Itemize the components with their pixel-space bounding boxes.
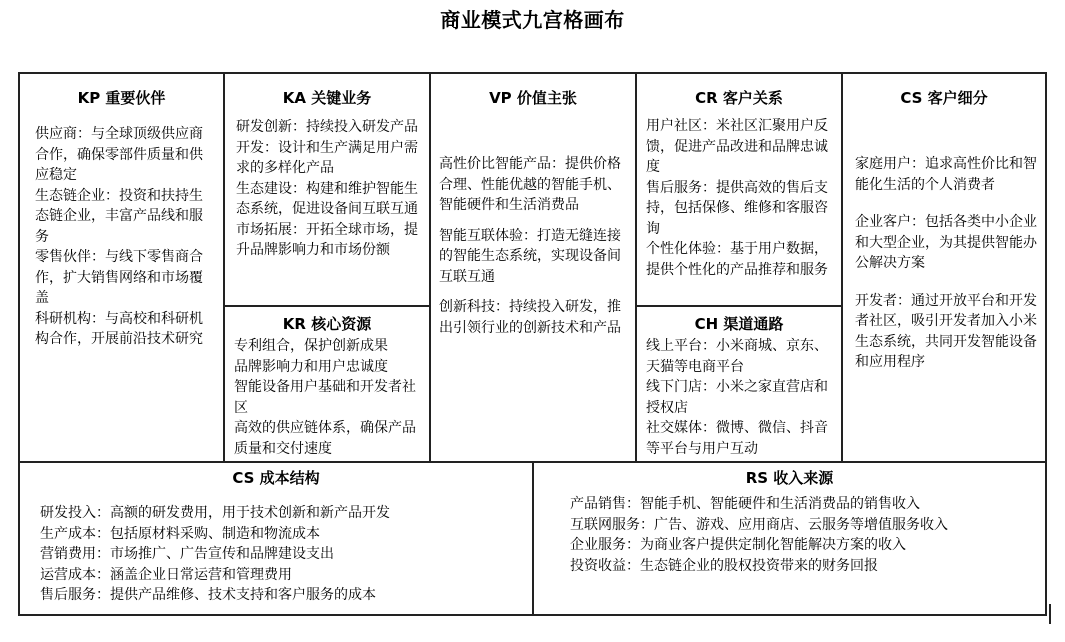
cr-line: 个性化体验：基于用户数据，提供个性化的产品推荐和服务: [646, 241, 828, 278]
kp-heading: KP 重要伙伴: [77, 89, 166, 107]
revenue-line: 投资收益：生态链企业的股权投资带来的财务回报: [570, 557, 878, 574]
cs-line: 开发者：通过开放平台和开发者社区，吸引开发者加入小米生态系统，共同开发智能设备和应用程序: [855, 292, 1037, 370]
cost-body: [40, 503, 390, 606]
kp-line: 生态链企业：投资和扶持生态链企业，丰富产品线和服务: [35, 187, 203, 245]
cs-heading: CS 客户细分: [900, 89, 988, 107]
vp-line: 高性价比智能产品：提供价格合理、性能优越的智能手机、智能硬件和生活消费品: [439, 156, 621, 213]
ch-heading: CH 渠道通路: [694, 315, 784, 333]
ka-body: [236, 117, 418, 261]
cost-line: 运营成本：涵盖企业日常运营和管理费用: [40, 566, 292, 583]
revenue-line: 企业服务：为商业客户提供定制化智能解决方案的收入: [570, 537, 906, 553]
vp-line: 创新科技：持续投入研发，推出引领行业的创新技术和产品: [439, 299, 621, 336]
cr-line: 售后服务：提供高效的售后支持，包括保修、维修和客服咨询: [646, 179, 828, 237]
cs-line: 企业客户：包括各类中小企业和大型企业，为其提供智能办公解决方案: [855, 214, 1037, 271]
ch-line: 社交媒体：微博、微信、抖音等平台与用户互动: [646, 420, 828, 457]
cost-cell: [20, 463, 532, 614]
page-title: 商业模式九宫格画布: [440, 8, 625, 32]
cs-line: 家庭用户：追求高性价比和智能化生活的个人消费者: [855, 156, 1037, 193]
cr-line: 用户社区：米社区汇聚用户反馈，促进产品改进和品牌忠诚度: [646, 118, 828, 175]
ka-line: 研发创新：持续投入研发产品开发：设计和生产满足用户需求的多样化产品: [236, 119, 418, 176]
kr-line: 专利组合，保护创新成果: [234, 338, 388, 354]
ka-heading: KA 关键业务: [282, 89, 372, 107]
cr-cell: [637, 74, 841, 305]
kp-cell: [20, 74, 223, 461]
vp-heading: VP 价值主张: [489, 89, 577, 107]
revenue-heading: RS 收入来源: [745, 469, 834, 487]
cost-line: 营销费用：市场推广、广告宣传和品牌建设支出: [40, 546, 334, 562]
cr-heading: CR 客户关系: [695, 89, 783, 107]
revenue-line: 互联网服务：广告、游戏、应用商店、云服务等增值服务收入: [570, 516, 948, 533]
ka-cell: [225, 74, 429, 305]
cost-line: 生产成本：包括原材料采购、制造和物流成本: [40, 525, 320, 542]
kp-line: 零售伙伴：与线下零售商合作，扩大销售网络和市场覆盖: [35, 249, 203, 306]
kr-cell: [225, 307, 429, 461]
cost-heading: CS 成本结构: [232, 469, 320, 487]
kr-heading: KR 核心资源: [282, 315, 372, 333]
revenue-body: [570, 494, 948, 576]
kp-body: [35, 124, 213, 350]
kr-body: [234, 336, 420, 459]
vp-body: [439, 154, 625, 338]
ka-line: 市场拓展：开拓全球市场，提升品牌影响力和市场份额: [236, 221, 418, 258]
ch-body: [646, 336, 832, 459]
kr-line: 智能设备用户基础和开发者社区: [234, 379, 416, 416]
vp-line: 智能互联体验：打造无缝连接的智能生态系统，实现设备间互联互通: [439, 227, 621, 285]
kp-line: 供应商：与全球顶级供应商合作，确保零部件质量和供应稳定: [35, 126, 203, 183]
cost-line: 研发投入：高额的研发费用，用于技术创新和新产品开发: [40, 505, 390, 521]
edge-tick: [1049, 604, 1051, 624]
ka-line: 生态建设：构建和维护智能生态系统，促进设备间互联互通: [236, 180, 418, 217]
kr-line: 高效的供应链体系，确保产品质量和交付速度: [234, 420, 416, 457]
ch-line: 线下门店：小米之家直营店和授权店: [646, 379, 828, 416]
revenue-cell: [534, 463, 1045, 614]
kp-line: 科研机构：与高校和科研机构合作，开展前沿技术研究: [35, 310, 203, 347]
cs-cell: [843, 74, 1045, 461]
revenue-line: 产品销售：智能手机、智能硬件和生活消费品的销售收入: [570, 496, 920, 512]
ch-line: 线上平台：小米商城、京东、天猫等电商平台: [646, 338, 828, 375]
vp-cell: [431, 74, 635, 461]
cs-body: [855, 154, 1037, 373]
cost-line: 售后服务：提供产品维修、技术支持和客户服务的成本: [40, 587, 376, 603]
kr-line: 品牌影响力和用户忠诚度: [234, 358, 388, 375]
ch-cell: [637, 307, 841, 461]
cr-body: [646, 116, 832, 280]
